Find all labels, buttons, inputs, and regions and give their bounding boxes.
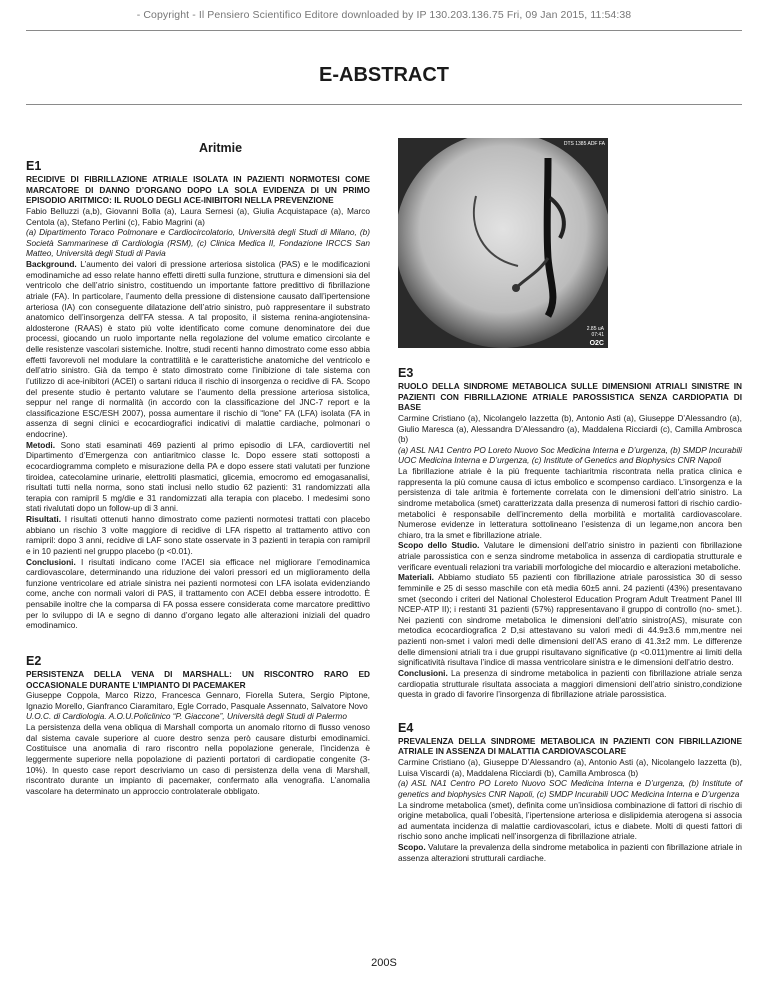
- conclusions-label: Conclusioni.: [398, 667, 448, 678]
- abstract-affiliations: U.O.C. di Cardiologia. A.O.U.Policlinico “P. Giaccone”, Università degli Studi di Palermo: [26, 711, 347, 722]
- abstract-conclusions: [398, 668, 742, 700]
- venography-drawing: [398, 138, 608, 348]
- venography-image: [398, 138, 608, 348]
- conclusions-text: I risultati indicano come l’ACEI sia efficace nel migliorare l’emodinamica cardiovascolare, determinando una riduzione dei valori pressori ed un miglioramento della funzione ventricolare ed atriale sinistra nei pazienti normotesi con LFA isolata evidenziando come, anche con normali valori di PAS, il trattamento con ACEI debba essere introdotto. È pensabile inoltre che la comparsa di FA possa essere considerata come marcatore predittivo per lo sviluppo di IA e segno di danno d’organo legato alle alterazioni iniziali del quadro emodinamico.: [26, 556, 371, 631]
- header-divider: [26, 30, 742, 31]
- aim-text: Valutare la prevalenza della sindrome metabolica in pazienti con fibrillazione atriale in assenza alterazioni strutturali cardiache.: [398, 842, 742, 863]
- right-column: [398, 365, 742, 863]
- abstract-e2: [26, 653, 370, 797]
- methods-text: Sono stati esaminati 469 pazienti al primo episodio di LFA, cardiovertiti nel Dipartimento d’Emergenza con antiaritmico classe Ic. Dopo essere stati sottoposti a ecocardiogramma completo e misurazione della PA e dopo essere stati valutati per funzione tiroidea, catecolamine urinarie, elettroliti plasmatici, glicemia, emocromo ed emogasanalisi, risultati tutti nella norma, sono stati inclusi nello studio 62 pazienti: 31 randomizzati alla terapia con ramipril 5 mg/die e 31 randomizzati alla terapia con placebo. I medesimi sono stati rivalutati dopo un follow-up di 3 anni.: [26, 439, 370, 514]
- abstract-e1: [26, 158, 370, 631]
- page-number: 200S: [371, 957, 397, 969]
- abstract-id: E2: [26, 653, 42, 668]
- title-divider: [26, 104, 742, 105]
- abstract-results: [26, 514, 370, 557]
- materials-label: Materiali.: [398, 572, 434, 583]
- abstract-authors: Fabio Belluzzi (a,b), Giovanni Bolla (a), Laura Sernesi (a), Giulia Acquistapace (a), Marco Centola (a), Stefano Perlini (c), Fabio Magrini (a): [26, 205, 370, 227]
- abstract-title: PREVALENZA DELLA SINDROME METABOLICA IN PAZIENTI CON FIBRILLAZIONE ATRIALE IN ASSENZA DI MALATTIA CARDIOVASCOLARE: [398, 735, 742, 757]
- abstract-conclusions: [26, 557, 370, 631]
- abstract-affiliations: (a) Dipartimento Toraco Polmonare e Cardiocircolatorio, Università degli Studi di Milano, (b) Società Sammarinese di Cardiologia (RSM), (c) Clinica Medica II, Fondazione IRCCS San Matteo, Università degli Studi di Pavia: [26, 227, 370, 259]
- image-label-top: DTS 1385 ADF FA: [563, 141, 605, 147]
- abstract-e3: [398, 365, 742, 700]
- abstract-body: La persistenza della vena obliqua di Marshall comporta un anomalo ritorno di flusso venoso dal sistema cavale superiore al cuore destro senza però causare disturbi emodinamici. Costituisce una anomalia di raro riscontro nella popolazione generale, l’incidenza è leggermente superiore nella popolazione di pazienti portatori di cardiopatie congenite (3-10%). In questo case report descriviamo un caso di persistenza della vena di Marshall, riscontrato durante un impianto di pacemaker, confermato alla venografia. L’anomalia vascolare ha determinato un approccio controlaterale obbligato.: [26, 722, 370, 796]
- abstract-authors: Giuseppe Coppola, Marco Rizzo, Francesca Gennaro, Fiorella Sutera, Sergio Piptone, Ignazio Morello, Gianfranco Ciaramitaro, Egle Corrado, Pasquale Assennato, Salvatore Novo: [26, 690, 370, 711]
- background-label: Background.: [26, 259, 77, 269]
- abstract-id: E1: [26, 159, 42, 173]
- methods-label: Metodi.: [26, 439, 56, 450]
- conclusions-label: Conclusioni.: [26, 556, 76, 567]
- abstract-intro: La sindrome metabolica (smet), definita come un’insidiosa combinazione di fattori di rischio di origine metabolica, quali l’obesità, l’ipertensione arteriosa e dislipidemia aterogena si associa ad aumentata incidenza di malattie cardiovascolari, ictus e diabete. Molti di questi fattori di rischio sono anche implicati nell’insorgenza di fibrillazione atriale.: [398, 799, 742, 842]
- abstract-affiliations: (a) ASL NA1 Centro PO Loreto Nuovo SOC Medicina Interna e D’urgenza, (b) Institute of genetics and biophysics CNR Napoli, (c) SMDP Incurabili UOC Medicina Interna e D’urgenza: [398, 778, 742, 799]
- abstract-id: E4: [398, 720, 414, 735]
- section-heading: Aritmie: [199, 141, 243, 155]
- aim-label: Scopo.: [398, 842, 426, 852]
- image-logo: O2C: [589, 340, 604, 347]
- left-column: [26, 158, 370, 796]
- abstract-title: RUOLO DELLA SINDROME METABOLICA SULLE DIMENSIONI ATRIALI SINISTRE IN PAZIENTI CON FIBRILLAZIONE ATRIALE PAROSSISTICA SENZA CARDIOPATIA DI BASE: [398, 381, 742, 413]
- abstract-intro: La fibrillazione atriale è la più frequente tachiaritmia riscontrata nella pratica clinica e rappresenta la più comune causa di ictus embolico e scompenso cardiaco. L’insorgenza e la persistenza di tale aritmia è fortemente correlata con le dimensioni dell’atrio sinistro. La sindrome metabolica (smet) caratterizzata dalla presenza di numerosi fattori di rischio cardio-metabolici è responsabile dell’incremento della morbilità e mortalità cardiovascolare. Numerose evidenze in letteratura sottolineano l’esistenza di un legame,non ancora ben chiaro, tra la smet e fibrillazione atriale.: [398, 466, 742, 540]
- copyright-notice: - Copyright - Il Pensiero Scientifico Editore downloaded by IP 130.203.136.75 Fri, 09 Jan 2015, 11:54:38: [136, 9, 632, 21]
- background-text: L’aumento dei valori di pressione arteriosa sistolica (PAS) e le modificazioni emodinamiche ad esso relate hanno effetti diretti sulla funzione, struttura e dimensioni sia del ventricolo che dell’atrio sinistro, costituendo un importante fattore predittivo di fibrillazione atriale (FA). In particolare, l’aumento della pressione di distensione causato dall’ipertensione arteriosa (IA) con conseguente dilatazione dell’atrio sinistro, può rappresentare il substrato anatomico dell’insorgenza dell’FA stessa. A tal proposito, il sistema renina-angiotensina-aldosterone (RAAS) è stato più volte identificato come comune denominatore dei due processi, giocando un ruolo importante nella regolazione del volume ematico circolante e delle resistenze vascolari sistemiche. Inoltre, studi recenti hanno dimostrato come esso abbia effetti favorevoli nel modulare la contrattilità e le caratteristiche anatomiche del ventricolo e dell’atrio sinistro. Già da tempo è stato dimostrato come l’inibizione di tale sistema con l’utilizzo di ace-inibitori (ACEI) o sartani riduca il rischio di insorgenza o recidive di FA. Scopo del presente studio è pertanto valutare se l’aumento della pressione arteriosa sistolica, seppur nel range di normalità (in accordo con la classificazione del JNC-7 report e la classificazione ESC/ESH 2007), possa aumentare il rischio di “lone” FA (LFA) isolata (FA in assenza di segni clinici e ecocardiografici indicativi di malattie cardiache, polmonari o endocrine).: [26, 259, 370, 439]
- aim-text: Valutare le dimensioni dell’atrio sinistro in pazienti con fibrillazione atriale parossistica con e senza sindrome metabolica in assenza di cardiopatia strutturale e verificare eventuali relazioni tra variabili morfologiche del miocardio e alterazioni metaboliche.: [398, 540, 743, 572]
- results-text: I risultati ottenuti hanno dimostrato come pazienti normotesi trattati con placebo abbiano un rischio 3 volte maggiore di recidive di LFA rispetto al trattamento attivo con ramipril: dopo 3 anni, recidive di LAF sono state osservate in 3 pazienti in terapia con ramipril e in 10 pazienti nel gruppo placebo (p <0.01).: [26, 514, 370, 556]
- aim-label: Scopo dello Studio.: [398, 540, 480, 551]
- abstract-aim: [398, 842, 742, 863]
- abstract-background: [26, 259, 370, 440]
- materials-text: Abbiamo studiato 55 pazienti con fibrillazione atriale parossistica 30 di sesso femminile e 25 di sesso maschile con età media 60±5 anni. 24 pazienti (43%) presentavano smet (secondo i criteri del National Cholesterol Education Program Adult Treatment Panel III NCEP-ATP II); i restanti 31 pazienti (57%) rappresentavano il gruppo di controllo (no- smet.). Nei pazienti con sindrome metabolica le dimensioni dell’atrio sinistro(AS), misurate con metodica ecocardiografica 2 D,si attestavano su valori medi di 44.9±3.6 mm,mentre nei pazienti non-smet i valori medi delle dimensioni dell’AS erano di 41.3±2 mm. Le differenze delle dimensioni atriali tra i due gruppi risultavano significative (p <0.011)mentre ai limiti della significatività risultava l’indice di massa ventricolare sinistra e le dimensioni dell’atrio destro.: [398, 572, 742, 668]
- results-label: Risultati.: [26, 514, 62, 524]
- abstract-authors: Carmine Cristiano (a), Giuseppe D’Alessandro (a), Antonio Asti (a), Nicolangelo Iazzetta (b), Luisa Viscardi (a), Maddalena Ricciardi (b), Camilla Ambrosca (b): [398, 757, 742, 778]
- abstract-id: E3: [398, 366, 414, 380]
- abstract-title: RECIDIVE DI FIBRILLAZIONE ATRIALE ISOLATA IN PAZIENTI NORMOTESI COME MARCATORE DI DANNO D’ORGANO DOPO LA SOLA EVIDENZA DI UN PRIMO EPISODIO ARITMICO: IL RUOLO DEGLI ACE-INIBITORI NELLA PREVENZIONE: [26, 174, 370, 206]
- page-title: E-ABSTRACT: [319, 64, 449, 86]
- abstract-materials: [398, 572, 742, 668]
- abstract-aim: [398, 540, 742, 572]
- abstract-title: PERSISTENZA DELLA VENA DI MARSHALL: UN RISCONTRO RARO ED OCCASIONALE DURANTE L’IMPIANTO DI PACEMAKER: [26, 668, 370, 690]
- image-label-values: 2.85 uA 07:41: [586, 326, 604, 338]
- abstract-affiliations: (a) ASL NA1 Centro PO Loreto Nuovo Soc Medicina Interna e D’urgenza, (b) SMDP Incurabili UOC Medicina Interna e D’urgenza, (c) Institute of Genetics and Biophysics CNR Napoli: [398, 444, 742, 466]
- abstract-authors: Carmine Cristiano (a), Nicolangelo Iazzetta (b), Antonio Asti (a), Giuseppe D’Alessandro (a), Giulio Maresca (a), Alessandra D’Alessandro (a), Maddalena Ricciardi (c), Camilla Ambrosca (b): [398, 412, 742, 445]
- abstract-e4: [398, 720, 742, 864]
- abstract-methods: [26, 440, 370, 514]
- conclusions-text: La presenza di sindrome metabolica in pazienti con fibrillazione atriale senza cardiopatia strutturale risultata associata a maggiori dimensioni dell’atrio sinistro,condizione questa in grado di favorire l’insorgenza di fibrillazione atriale parossistica.: [398, 667, 742, 700]
